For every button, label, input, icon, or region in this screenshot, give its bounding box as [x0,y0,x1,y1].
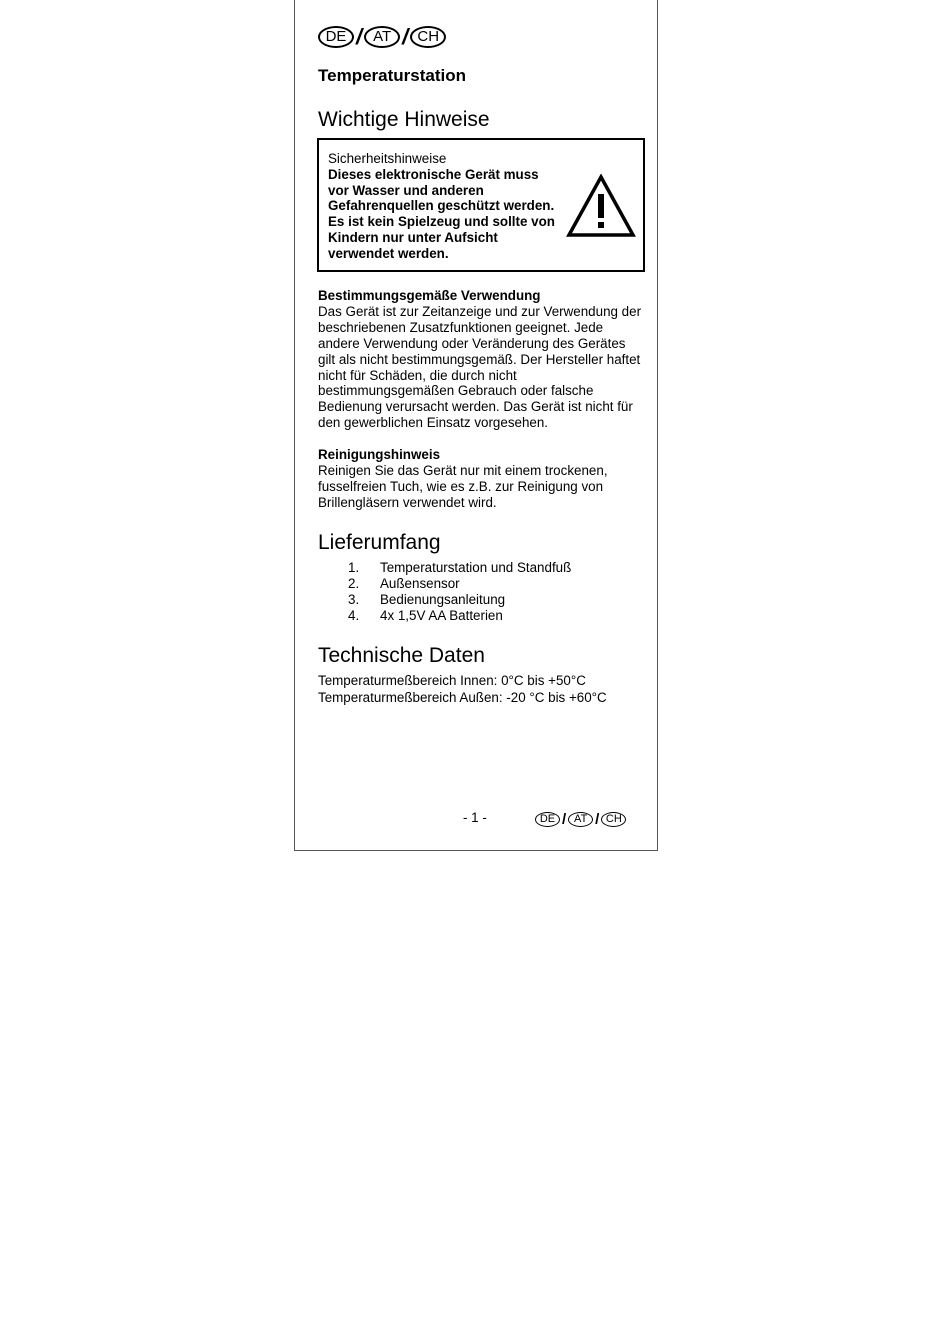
page-number: - 1 - [463,810,487,825]
heading-technical-data: Technische Daten [318,644,485,667]
heading-important-notes: Wichtige Hinweise [318,108,490,131]
safety-notice-box [317,138,645,272]
country-code-ch: CH [601,812,626,827]
country-code-at: AT [364,26,400,48]
list-item-number: 2. [348,575,360,591]
country-codes-footer [535,812,626,827]
list-item [348,592,571,608]
safety-body: Dieses elektronische Gerät muss vor Wasser und anderen Gefahrenquellen geschützt werden. Es ist kein Spielzeug und sollte von Kindern nur unter Aufsicht verwendet werden. [328,166,555,261]
country-code-de: DE [318,26,354,48]
list-item-number: 4. [348,607,360,623]
safety-notice-text [328,151,558,262]
slash-divider: / [595,811,600,828]
intended-use-text: Das Gerät ist zur Zeitanzeige und zur Verwendung der beschriebenen Zusatzfunktionen geeignet. Jede andere Verwendung oder Veränderung des Gerätes gilt als nicht bestimmungsgemäß. Der Hersteller haftet nicht für Schäden, die durch nicht bestimmungsgemäßen Gebrauch oder falsche Bedienung verursacht werden. Das Gerät ist nicht für den gewerblichen Einsatz vorgesehen. [318,303,642,431]
list-item [348,576,571,592]
country-codes-header [318,26,446,48]
list-item-number: 1. [348,560,360,575]
slash-divider: / [562,811,567,828]
technical-data-list [318,673,607,706]
list-item-text: Bedienungsanleitung [380,591,506,607]
intended-use-heading: Bestimmungsgemäße Verwendung [318,288,541,303]
list-item-text: Temperaturstation und Standfuß [380,560,572,575]
slash-divider: / [402,24,409,49]
list-item-text: Außensensor [380,575,460,591]
intended-use-section [318,288,643,431]
slash-divider: / [356,24,363,49]
country-code-de: DE [535,812,560,827]
delivery-list [348,560,571,624]
cleaning-heading: Reinigungshinweis [318,447,441,462]
safety-heading: Sicherheitshinweise [328,151,447,166]
country-code-at: AT [568,812,593,827]
list-item [348,608,571,624]
cleaning-section [318,447,643,511]
product-title: Temperaturstation [318,66,466,85]
tech-data-line: Temperaturmeßbereich Außen: -20 °C bis +60°C [318,689,607,705]
tech-data-line: Temperaturmeßbereich Innen: 0°C bis +50°C [318,673,586,688]
cleaning-text: Reinigen Sie das Gerät nur mit einem trockenen, fusselfreien Tuch, wie es z.B. zur Reinigung von Brillengläsern verwendet wird. [318,462,608,510]
warning-triangle-icon [566,174,636,243]
heading-delivery: Lieferumfang [318,531,441,554]
list-item-number: 3. [348,591,360,607]
list-item-text: 4x 1,5V AA Batterien [380,607,503,623]
country-code-ch: CH [410,26,446,48]
list-item [348,560,571,576]
